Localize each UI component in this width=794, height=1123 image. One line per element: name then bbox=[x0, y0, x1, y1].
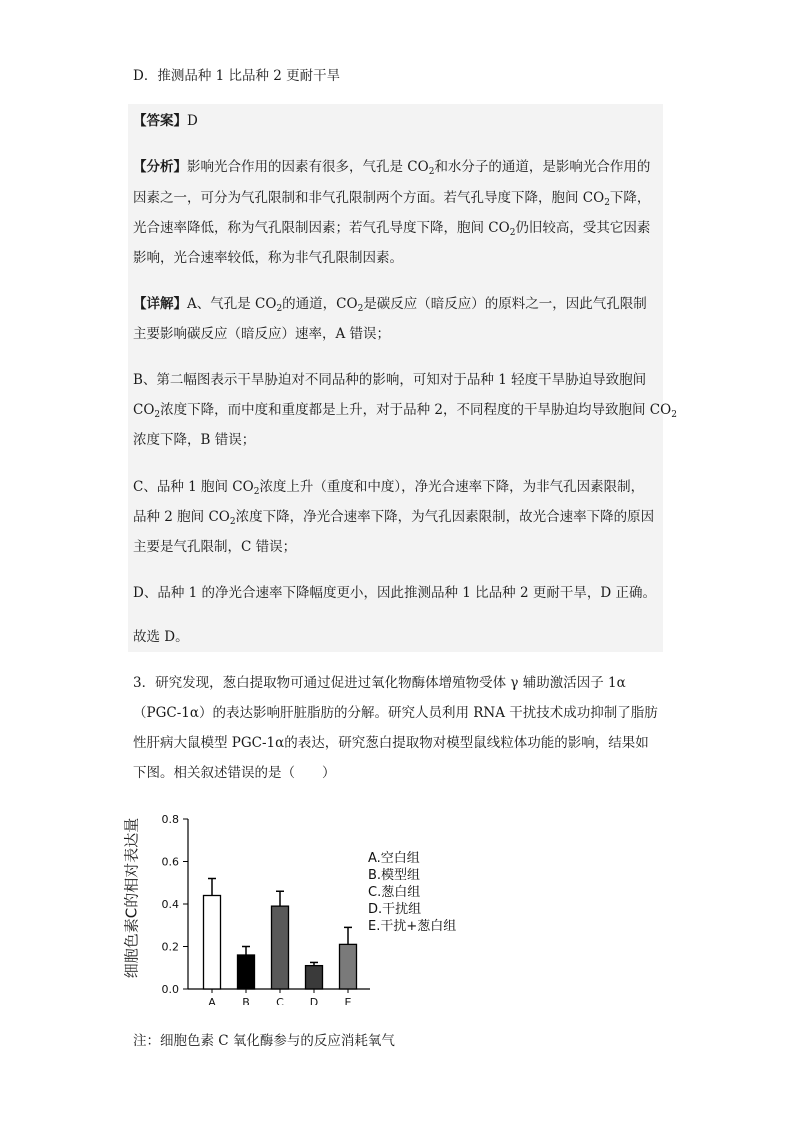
detail-b-line-3: 浓度下降，B 错误； bbox=[133, 432, 256, 448]
subscript: 2 bbox=[357, 304, 364, 314]
legend-item-e: E.干扰+葱白组 bbox=[368, 919, 457, 934]
x-tick-label: D bbox=[309, 996, 319, 1005]
text: 因素之一，可分为气孔限制和非气孔限制两个方面。若气孔导度下降，胞间 CO bbox=[133, 190, 605, 206]
analysis-line-1 bbox=[133, 157, 650, 182]
detail-c-line-2 bbox=[133, 507, 654, 532]
figure-note: 注：细胞色素 C 氧化酶参与的反应消耗氧气 bbox=[133, 1033, 395, 1049]
bar-b bbox=[238, 955, 255, 989]
subscript: 2 bbox=[229, 517, 236, 527]
answer-line bbox=[133, 111, 198, 131]
detail-b-line-2 bbox=[133, 400, 677, 425]
y-tick-label: 0.8 bbox=[161, 813, 179, 826]
text: 下降， bbox=[609, 190, 651, 206]
legend-item-d: D.干扰组 bbox=[368, 902, 422, 917]
text: 是碳反应（暗反应）的原料之一，因此气孔限制 bbox=[363, 296, 647, 312]
detail-d-line-1: D、品种 1 的净光合速率下降幅度更小，因此推测品种 1 比品种 2 更耐干旱，D 正确。 bbox=[133, 585, 656, 601]
text: 仍旧较高，受其它因素 bbox=[515, 220, 651, 236]
legend-item-c: C.葱白组 bbox=[368, 885, 421, 900]
text: 浓度下降，净光合速率下降，为气孔因素限制，故光合速率下降的原因 bbox=[235, 509, 655, 525]
y-axis-label: 细胞色素C的相对表达量 bbox=[122, 817, 141, 979]
bar-chart bbox=[130, 805, 370, 1005]
bar-d bbox=[306, 966, 323, 989]
answer-tag: 【答案】 bbox=[133, 113, 187, 129]
question-3-line-1: 3．研究发现，葱白提取物可通过促进过氧化物酶体增殖物受体 γ 辅助激活因子 1α bbox=[133, 675, 626, 691]
text: 影响光合作用的因素有很多，气孔是 CO bbox=[187, 159, 429, 175]
detail-b-line-1: B、第二幅图表示干旱胁迫对不同品种的影响，可知对于品种 1 轻度干旱胁迫导致胞间 bbox=[133, 372, 647, 388]
text: A、气孔是 CO bbox=[187, 296, 277, 312]
bar-a bbox=[204, 896, 221, 990]
detail-line-2: 主要影响碳反应（暗反应）速率，A 错误； bbox=[133, 326, 391, 342]
bar-c bbox=[272, 906, 289, 989]
question-3-line-3: 性肝病大鼠模型 PGC-1α的表达，研究葱白提取物对模型鼠线粒体功能的影响，结果如 bbox=[133, 735, 649, 751]
subscript: 2 bbox=[671, 410, 677, 420]
detail-line-1 bbox=[133, 294, 647, 319]
text: C、品种 1 胞间 CO bbox=[133, 479, 254, 495]
legend-item-a: A.空白组 bbox=[368, 851, 420, 866]
y-tick-label: 0.2 bbox=[161, 940, 179, 954]
detail-c-line-3: 主要是气孔限制，C 错误； bbox=[133, 539, 297, 555]
bar-e bbox=[340, 944, 357, 989]
legend-item-b: B.模型组 bbox=[368, 868, 421, 883]
detail-c-line-1 bbox=[133, 477, 644, 502]
y-tick-label: 0.6 bbox=[161, 855, 179, 869]
subscript: 2 bbox=[428, 167, 435, 177]
text: 的通道，CO bbox=[282, 296, 358, 312]
chart-legend bbox=[368, 850, 456, 935]
x-tick-label: E bbox=[344, 996, 352, 1005]
text: 浓度上升（重度和中度），净光合速率下降，为非气孔因素限制， bbox=[259, 479, 645, 495]
text: 光合速率降低，称为气孔限制因素；若气孔导度下降，胞间 CO bbox=[133, 220, 510, 236]
analysis-line-3 bbox=[133, 218, 650, 243]
y-tick-label: 0.4 bbox=[161, 898, 179, 911]
x-tick-label: A bbox=[208, 996, 216, 1005]
question-3-line-4: 下图。相关叙述错误的是（ ） bbox=[133, 765, 336, 781]
answer-value: D bbox=[187, 113, 198, 129]
analysis-tag: 【分析】 bbox=[133, 159, 187, 175]
x-tick-label: C bbox=[276, 996, 284, 1005]
subscript: 2 bbox=[509, 228, 516, 238]
detail-tag: 【详解】 bbox=[133, 296, 187, 312]
text: 和水分子的通道，是影响光合作用的 bbox=[434, 159, 651, 175]
text: CO bbox=[133, 402, 155, 418]
conclusion-line: 故选 D。 bbox=[133, 629, 189, 645]
question-3-line-2: （PGC-1α）的表达影响肝脏脂肪的分解。研究人员利用 RNA 干扰技术成功抑制了脂肪 bbox=[133, 705, 658, 721]
analysis-line-2 bbox=[133, 188, 650, 213]
x-tick-label: B bbox=[242, 996, 250, 1005]
subscript: 2 bbox=[276, 304, 283, 314]
text: 品种 2 胞间 CO bbox=[133, 509, 230, 525]
subscript: 2 bbox=[253, 487, 260, 497]
text: 浓度下降，而中度和重度都是上升，对于品种 2，不同程度的干旱胁迫均导致胞间 CO bbox=[160, 402, 672, 418]
option-d: D．推测品种 1 比品种 2 更耐干旱 bbox=[133, 68, 341, 84]
subscript: 2 bbox=[154, 410, 161, 420]
analysis-line-4: 影响，光合速率较低，称为非气孔限制因素。 bbox=[133, 250, 403, 266]
subscript: 2 bbox=[604, 198, 610, 208]
y-tick-label: 0.0 bbox=[161, 983, 179, 996]
